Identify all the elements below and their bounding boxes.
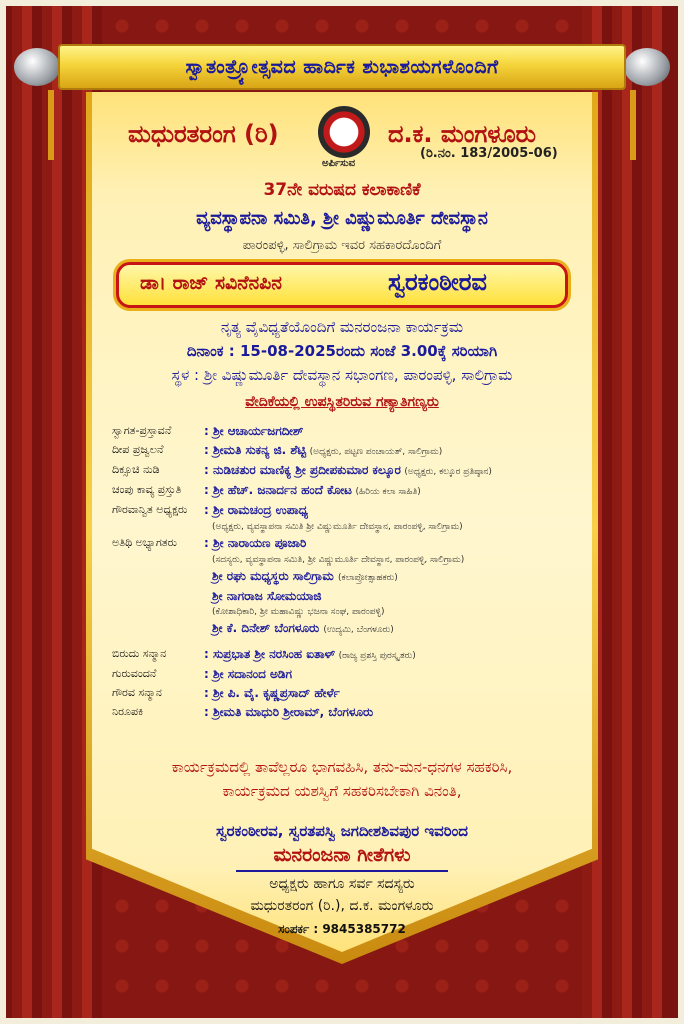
footer-organization: ಮಧುರತರಂಗ (ರಿ.), ದ.ಕ. ಮಂಗಳೂರು	[250, 898, 434, 914]
troupe-line: ಸ್ವರಕಂಠೀರವ, ಸ್ವರತಪಸ್ವಿ ಜಗದೀಶಶಿವಪುರ ಇವರಿಂದ	[215, 822, 468, 840]
list-item	[112, 461, 582, 481]
person-name: : ಶ್ರೀ ಆಚಾರ್ಯಜಗದೀಶ್	[204, 424, 304, 438]
anniversary-line: 37ನೇ ವರುಷದ ಕಲಾಕಾಣಿಕೆ	[263, 180, 421, 200]
list-item	[112, 665, 582, 684]
person-name: : ಶ್ರೀ ರಾಮಚಂದ್ರ ಉಪಾಧ್ಯ	[204, 503, 309, 517]
rod-left-cap	[14, 48, 60, 86]
role-label: ಗುರುವಂದನೆ	[112, 667, 157, 680]
person-note: (ಅಧ್ಯಕ್ಷರು, ಪಟ್ಟಣ ಪಂಚಾಯತ್, ಸಾಲಿಗ್ರಾಮ)	[309, 447, 443, 457]
role-label: ದಿಕ್ಸೂಚಿ ನುಡಿ	[112, 463, 160, 476]
rod-right-cap	[624, 48, 670, 86]
list-item	[112, 703, 582, 722]
role-label: ಬಿರುದು ಸನ್ಮಾನ	[112, 647, 167, 660]
dignitaries-list	[112, 422, 582, 722]
guest-name-2: ಶ್ರೀ ರಘು ಮಧ್ಯಸ್ಥರು ಸಾಲಿಗ್ರಾಮ (ಕಲಾಪ್ರೋತ್ಸಾಹಕರು)	[212, 569, 398, 583]
person-note: (ರಾಜ್ಯ ಪ್ರಶಸ್ತಿ ಪುರಸ್ಕೃತರು)	[338, 651, 416, 661]
title-part-1: ಡಾ। ರಾಜ್ ಸವಿನೆನಪಿನ	[140, 272, 282, 294]
logo-caption: ಅರ್ಪಿಸುವ	[322, 158, 356, 169]
guest-name-3: ಶ್ರೀ ನಾಗರಾಜ ಸೋಮಯಾಜಿ	[212, 589, 322, 603]
role-label: ಗೌರವ ಸನ್ಮಾನ	[112, 686, 162, 699]
guest-note-3: (ಕೋಶಾಧಿಕಾರಿ, ಶ್ರೀ ಮಹಾವಿಷ್ಣು ಭಜನಾ ಸಂಘ, ಪಾರಂಪಳ್ಳಿ)	[212, 607, 385, 617]
guest-name-4: ಶ್ರೀ ಕೆ. ದಿನೇಶ್ ಬೆಂಗಳೂರು (ಉದ್ಯಮಿ, ಬೆಂಗಳೂರು)	[212, 621, 394, 635]
role-label: ಸ್ವಾಗತ-ಪ್ರಸ್ತಾವನೆ	[112, 424, 172, 437]
person-name: : ಶ್ರೀ ಹೆಚ್. ಜನಾರ್ದನ ಹಂದೆ ಕೋಟ	[204, 483, 352, 497]
cooperation-line: ಪಾರಂಪಳ್ಳಿ, ಸಾಲಿಗ್ರಾಮ ಇವರ ಸಹಕಾರದೊಂದಿಗೆ	[242, 238, 442, 253]
venue-line: ಸ್ಥಳ : ಶ್ರೀ ವಿಷ್ಣುಮೂರ್ತಿ ದೇವಸ್ಥಾನ ಸಭಾಂಗಣ, ಪಾರಂಪಳ್ಳಿ, ಸಾಲಿಗ್ರಾಮ	[171, 366, 513, 384]
list-item	[112, 481, 582, 501]
appeal-line-2: ಕಾರ್ಯಕ್ರಮದ ಯಶಸ್ವಿಗೆ ಸಹಕರಿಸಬೇಕಾಗಿ ವಿನಂತಿ,	[222, 782, 462, 800]
role-label: ಗೌರವಾನ್ವಿತ ಅಧ್ಯಕ್ಷರು	[112, 503, 188, 516]
greeting-scroll	[58, 44, 626, 90]
right-tassel	[630, 90, 636, 160]
list-item	[112, 534, 582, 553]
members-line: ಅಧ್ಯಕ್ಷರು ಹಾಗೂ ಸರ್ವ ಸದಸ್ಯರು	[269, 876, 415, 892]
list-item	[112, 645, 582, 665]
role-label: ದೀಪ ಪ್ರಜ್ವಲನೆ	[112, 443, 164, 456]
date-line: ದಿನಾಂಕ : 15-08-2025ರಂದು ಸಂಜೆ 3.00ಕ್ಕೆ ಸರಿಯಾಗಿ	[186, 342, 498, 360]
list-item	[112, 501, 582, 520]
title-part-2: ಸ್ವರಕಂಠೀರವ	[388, 268, 487, 296]
role-label: ಚಂಪು ಕಾವ್ಯ ಪ್ರಸ್ತುತಿ	[112, 483, 182, 496]
guest-name: : ಶ್ರೀ ನಾರಾಯಣ ಪೂಜಾರಿ	[204, 536, 307, 550]
person-name: : ಶ್ರೀಮತಿ ಮಾಧುರಿ ಶ್ರೀರಾಮ್, ಬೆಂಗಳೂರು	[204, 705, 374, 719]
program-line: ನೃತ್ಯ ವೈವಿಧ್ಯತೆಯೊಂದಿಗೆ ಮನರಂಜನಾ ಕಾರ್ಯಕ್ರಮ	[220, 318, 464, 336]
organization-place: ದ.ಕ. ಮಂಗಳೂರು	[388, 120, 537, 148]
person-note: (ಹಿರಿಯ ಕಲಾ ಸಾಹಿತಿ)	[355, 487, 421, 497]
contact-number: ಸಂಪರ್ಕ : 9845385772	[278, 922, 406, 936]
guests-heading: ವೇದಿಕೆಯಲ್ಲಿ ಉಪಸ್ಥಿತರಿರುವ ಗಣ್ಯಾತಿಗಣ್ಯರು	[245, 394, 439, 410]
role-label: ನಿರೂಪಕಿ	[112, 705, 144, 718]
role-label: ಅತಿಥಿ ಅಭ್ಯಾಗತರು	[112, 536, 177, 549]
person-name: : ಶ್ರೀ ಸದಾನಂದ ಅಡಿಗ	[204, 667, 292, 681]
organization-logo	[318, 106, 370, 158]
person-note: (ಅಧ್ಯಕ್ಷರು, ಕಲ್ಕೂರ ಪ್ರತಿಷ್ಠಾನ)	[404, 467, 492, 477]
person-name: : ಸುಪ್ರಭಾತ ಶ್ರೀ ನರಸಿಂಹ ಐತಾಳ್	[204, 647, 336, 661]
committee-line: ವ್ಯವಸ್ಥಾಪನಾ ಸಮಿತಿ, ಶ್ರೀ ವಿಷ್ಣುಮೂರ್ತಿ ದೇವಸ್ಥಾನ	[196, 208, 488, 229]
person-name: : ನುಡಿಚತುರ ಮಾಣಿಕ್ಯ ಶ್ರೀ ಪ್ರದೀಪಕುಮಾರ ಕಲ್ಕೂರ	[204, 463, 401, 477]
registration-number: (ರಿ.ನಂ. 183/2005-06)	[420, 146, 558, 161]
songs-title: ಮನರಂಜನಾ ಗೀತೆಗಳು	[273, 844, 411, 866]
list-item	[112, 441, 582, 461]
guest-note: (ಸದಸ್ಯರು, ವ್ಯವಸ್ಥಾಪನಾ ಸಮಿತಿ, ಶ್ರೀ ವಿಷ್ಣುಮೂರ್ತಿ ದೇವಸ್ಥಾನ, ಪಾರಂಪಳ್ಳಿ, ಸಾಲಿಗ್ರಾಮ)	[212, 555, 465, 565]
organization-name: ಮಧುರತರಂಗ (ರಿ)	[128, 120, 279, 148]
left-tassel	[48, 90, 54, 160]
appeal-line-1: ಕಾರ್ಯಕ್ರಮದಲ್ಲಿ ತಾವೆಲ್ಲರೂ ಭಾಗವಹಿಸಿ, ತನು-ಮನ-ಧನಗಳ ಸಹಕರಿಸಿ,	[171, 758, 513, 776]
person-name: : ಶ್ರೀ ಪಿ. ವೈ. ಕೃಷ್ಣಪ್ರಸಾದ್ ಹೇರ್ಳೆ	[204, 686, 340, 700]
greeting-text: ಸ್ವಾತಂತ್ರ್ಯೋತ್ಸವದ ಹಾರ್ದಿಕ ಶುಭಾಶಯಗಳೊಂದಿಗೆ	[185, 56, 499, 78]
person-name: : ಶ್ರೀಮತಿ ಸುಕನ್ಯ ಜಿ. ಶೆಟ್ಟಿ	[204, 443, 307, 457]
president-note: (ಅಧ್ಯಕ್ಷರು, ವ್ಯವಸ್ಥಾಪನಾ ಸಮಿತಿ ಶ್ರೀ ವಿಷ್ಣುಮೂರ್ತಿ ದೇವಸ್ಥಾನ, ಪಾರಂಪಳ್ಳಿ, ಸಾಲಿಗ್ರಾಮ)	[212, 522, 463, 532]
list-item	[112, 422, 582, 441]
list-item	[112, 684, 582, 703]
